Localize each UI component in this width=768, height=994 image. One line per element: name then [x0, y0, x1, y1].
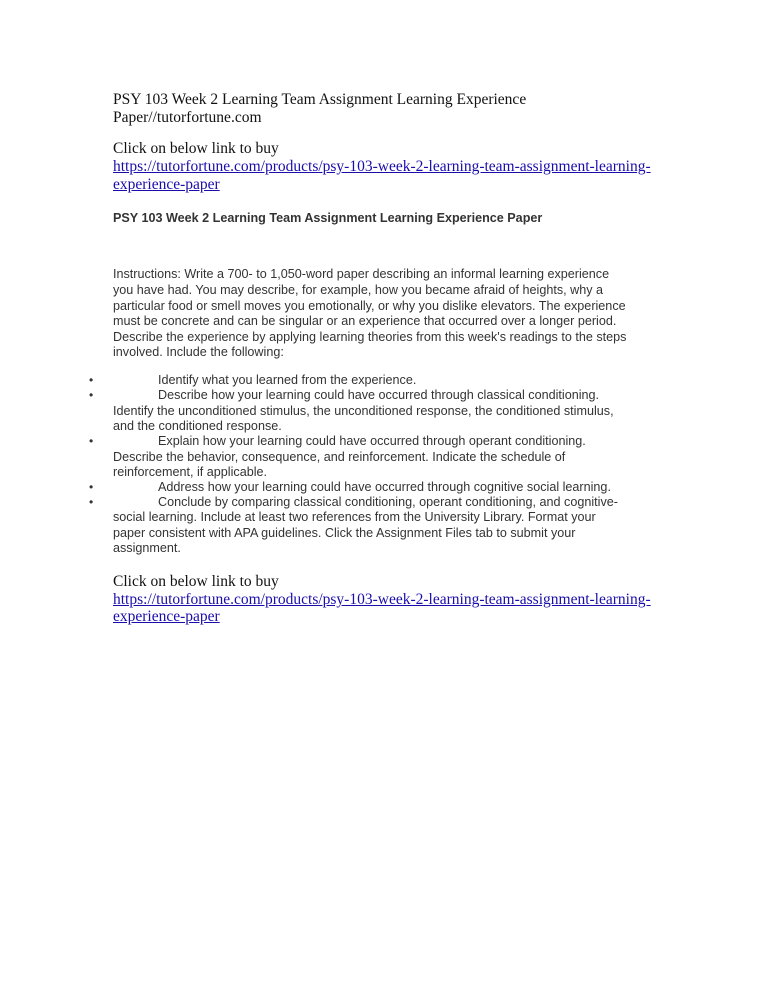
instructions-line: Describe the experience by applying learning theories from this week's readings to the steps: [113, 330, 627, 344]
buy-link-bottom-line-2[interactable]: experience-paper: [113, 608, 220, 625]
buy-link-line-2[interactable]: experience-paper: [113, 176, 220, 193]
instructions-line: must be concrete and can be singular or an experience that occurred over a longer period.: [113, 314, 617, 328]
bullet-item-line: social learning. Include at least two references from the University Library. Format your: [113, 510, 596, 524]
bullet-item-line: assignment.: [113, 541, 181, 555]
title-line-1: PSY 103 Week 2 Learning Team Assignment Learning Experience: [113, 91, 527, 108]
bullet-item-line: and the conditioned response.: [113, 419, 282, 433]
bullet-item-line: Explain how your learning could have occurred through operant conditioning.: [158, 434, 586, 448]
buy-prompt-bottom: Click on below link to buy: [113, 573, 279, 590]
instructions-line: particular food or smell moves you emotionally, or why you dislike elevators. The experience: [113, 299, 626, 313]
instructions-line: involved. Include the following:: [113, 345, 284, 359]
bullet-item-line: Describe how your learning could have occurred through classical conditioning.: [158, 388, 600, 402]
bullet-item-line: Address how your learning could have occurred through cognitive social learning.: [158, 480, 611, 494]
document-heading: PSY 103 Week 2 Learning Team Assignment Learning Experience Paper: [113, 211, 543, 225]
buy-link-bottom-line-1[interactable]: https://tutorfortune.com/products/psy-103-week-2-learning-team-assignment-learning-: [113, 591, 651, 608]
bullet-icon: •: [89, 495, 94, 509]
bullet-icon: •: [89, 434, 94, 448]
instructions-line: you have had. You may describe, for example, how you became afraid of heights, why a: [113, 283, 604, 297]
bullet-icon: •: [89, 388, 94, 402]
instructions-line: Instructions: Write a 700- to 1,050-word paper describing an informal learning experience: [113, 267, 610, 281]
bullet-icon: •: [89, 480, 94, 494]
bullet-item-line: reinforcement, if applicable.: [113, 465, 268, 479]
bullet-item-line: Identify what you learned from the experience.: [158, 373, 417, 387]
buy-prompt: Click on below link to buy: [113, 140, 279, 157]
bullet-item-line: paper consistent with APA guidelines. Click the Assignment Files tab to submit your: [113, 526, 576, 540]
buy-link-line-1[interactable]: https://tutorfortune.com/products/psy-103-week-2-learning-team-assignment-learning-: [113, 158, 651, 175]
bullet-item-line: Conclude by comparing classical conditioning, operant conditioning, and cognitive-: [158, 495, 618, 509]
bullet-item-line: Describe the behavior, consequence, and reinforcement. Indicate the schedule of: [113, 450, 566, 464]
bullet-icon: •: [89, 373, 94, 387]
bullet-item-line: Identify the unconditioned stimulus, the unconditioned response, the conditioned stimulus,: [113, 404, 614, 418]
title-line-2: Paper//tutorfortune.com: [113, 109, 262, 126]
